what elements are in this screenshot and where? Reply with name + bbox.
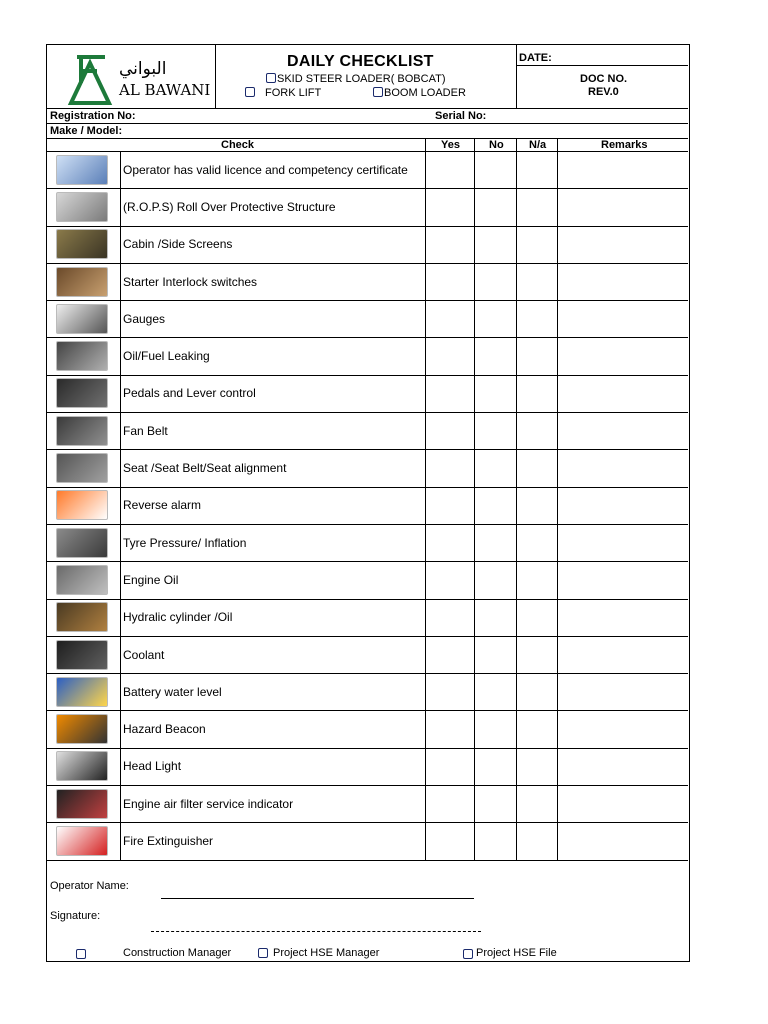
yes-cell[interactable] bbox=[425, 673, 474, 710]
no-cell[interactable] bbox=[474, 449, 516, 486]
table-row bbox=[47, 599, 688, 637]
headlight-icon bbox=[56, 751, 108, 781]
na-cell[interactable] bbox=[516, 599, 557, 636]
battery-icon bbox=[56, 677, 108, 707]
recipient-project-hse-manager-checkbox[interactable] bbox=[258, 948, 268, 958]
serial-label: Serial No: bbox=[435, 110, 487, 122]
column-header-remarks: Remarks bbox=[601, 139, 648, 151]
na-cell[interactable] bbox=[516, 822, 557, 859]
checklist-item-label: Hydralic cylinder /Oil bbox=[123, 610, 233, 625]
yes-cell[interactable] bbox=[425, 822, 474, 859]
table-row bbox=[47, 822, 688, 860]
option-fork-lift-label: FORK LIFT bbox=[265, 87, 322, 99]
rev-label: REV.0 bbox=[588, 86, 619, 98]
table-row bbox=[47, 188, 688, 226]
yes-cell[interactable] bbox=[425, 151, 474, 188]
company-logo bbox=[67, 53, 217, 105]
remarks-cell[interactable] bbox=[557, 338, 688, 375]
no-cell[interactable] bbox=[474, 338, 516, 375]
remarks-cell[interactable] bbox=[557, 561, 688, 598]
na-cell[interactable] bbox=[516, 711, 557, 748]
gauge-icon bbox=[56, 304, 108, 334]
table-row bbox=[47, 561, 688, 599]
signature-label: Signature: bbox=[50, 910, 101, 922]
make-model-label: Make / Model: bbox=[50, 125, 123, 137]
na-cell[interactable] bbox=[516, 561, 557, 598]
recipient-construction-manager-checkbox[interactable] bbox=[76, 949, 86, 959]
tyre-icon bbox=[56, 528, 108, 558]
recipient-project-hse-file-label: Project HSE File bbox=[476, 947, 557, 959]
checklist-item-label: Hazard Beacon bbox=[123, 722, 206, 737]
remarks-cell[interactable] bbox=[557, 487, 688, 524]
yes-cell[interactable] bbox=[425, 263, 474, 300]
coolant-icon bbox=[56, 640, 108, 670]
beacon-icon bbox=[56, 714, 108, 744]
doc-no-label: DOC NO. bbox=[580, 73, 628, 85]
checklist-item-label: Battery water level bbox=[123, 684, 222, 699]
checklist-item-label: Reverse alarm bbox=[123, 498, 202, 513]
remarks-cell[interactable] bbox=[557, 711, 688, 748]
checklist-item-label: Engine Oil bbox=[123, 572, 179, 587]
checklist-item-label: Fire Extinguisher bbox=[123, 834, 214, 849]
table-row bbox=[47, 263, 688, 301]
no-cell[interactable] bbox=[474, 263, 516, 300]
checklist-sheet bbox=[46, 44, 690, 962]
company-name: AL BAWANI bbox=[119, 81, 211, 99]
engine-icon bbox=[56, 565, 108, 595]
no-cell[interactable] bbox=[474, 561, 516, 598]
table-row bbox=[47, 226, 688, 264]
no-cell[interactable] bbox=[474, 785, 516, 822]
remarks-cell[interactable] bbox=[557, 151, 688, 188]
checklist-item-label: Seat /Seat Belt/Seat alignment bbox=[123, 461, 287, 476]
na-cell[interactable] bbox=[516, 524, 557, 561]
na-cell[interactable] bbox=[516, 487, 557, 524]
table-row bbox=[47, 636, 688, 674]
date-label: DATE: bbox=[519, 52, 552, 64]
table-row bbox=[47, 412, 688, 450]
table-row bbox=[47, 524, 688, 562]
remarks-cell[interactable] bbox=[557, 822, 688, 859]
air-filter-icon bbox=[56, 789, 108, 819]
no-cell[interactable] bbox=[474, 412, 516, 449]
remarks-cell[interactable] bbox=[557, 748, 688, 785]
page-title: DAILY CHECKLIST bbox=[287, 53, 434, 70]
no-cell[interactable] bbox=[474, 673, 516, 710]
switch-icon bbox=[56, 267, 108, 297]
checklist-item-label: Oil/Fuel Leaking bbox=[123, 349, 210, 364]
remarks-cell[interactable] bbox=[557, 449, 688, 486]
header-bottom-border bbox=[47, 108, 688, 109]
yes-cell[interactable] bbox=[425, 300, 474, 337]
na-cell[interactable] bbox=[516, 226, 557, 263]
option-fork-lift-checkbox[interactable] bbox=[245, 87, 255, 97]
make-row-border bbox=[47, 138, 688, 139]
remarks-cell[interactable] bbox=[557, 599, 688, 636]
remarks-cell[interactable] bbox=[557, 412, 688, 449]
logo-mark-icon bbox=[67, 53, 113, 105]
option-boom-loader-label: BOOM LOADER bbox=[384, 87, 466, 99]
cylinder-icon bbox=[56, 602, 108, 632]
table-row bbox=[47, 338, 688, 376]
no-cell[interactable] bbox=[474, 188, 516, 225]
table-row bbox=[47, 748, 688, 786]
no-cell[interactable] bbox=[474, 822, 516, 859]
yes-cell[interactable] bbox=[425, 748, 474, 785]
no-cell[interactable] bbox=[474, 636, 516, 673]
remarks-cell[interactable] bbox=[557, 524, 688, 561]
table-row bbox=[47, 300, 688, 338]
table-row bbox=[47, 487, 688, 525]
remarks-cell[interactable] bbox=[557, 673, 688, 710]
yes-cell[interactable] bbox=[425, 785, 474, 822]
seat-belt-icon bbox=[56, 453, 108, 483]
checklist-item-label: (R.O.P.S) Roll Over Protective Structure bbox=[123, 199, 336, 214]
column-header-yes: Yes bbox=[441, 139, 460, 151]
header-divider-left bbox=[215, 45, 216, 108]
yes-cell[interactable] bbox=[425, 636, 474, 673]
checklist-item-label: Operator has valid licence and competency certificate bbox=[123, 162, 408, 177]
na-cell[interactable] bbox=[516, 338, 557, 375]
signature-line[interactable] bbox=[151, 931, 481, 932]
checklist-item-label: Starter Interlock switches bbox=[123, 274, 258, 289]
na-cell[interactable] bbox=[516, 673, 557, 710]
registration-label: Registration No: bbox=[50, 110, 136, 122]
column-header-check: Check bbox=[221, 139, 255, 151]
na-cell[interactable] bbox=[516, 300, 557, 337]
yes-cell[interactable] bbox=[425, 524, 474, 561]
checklist-item-label: Fan Belt bbox=[123, 423, 168, 438]
remarks-cell[interactable] bbox=[557, 226, 688, 263]
recipient-construction-manager-label: Construction Manager bbox=[123, 947, 232, 959]
no-cell[interactable] bbox=[474, 599, 516, 636]
yes-cell[interactable] bbox=[425, 561, 474, 598]
checklist-item-label: Tyre Pressure/ Inflation bbox=[123, 535, 247, 550]
no-cell[interactable] bbox=[474, 375, 516, 412]
remarks-cell[interactable] bbox=[557, 188, 688, 225]
yes-cell[interactable] bbox=[425, 188, 474, 225]
yes-cell[interactable] bbox=[425, 375, 474, 412]
remarks-cell[interactable] bbox=[557, 785, 688, 822]
remarks-cell[interactable] bbox=[557, 636, 688, 673]
yes-cell[interactable] bbox=[425, 599, 474, 636]
remarks-cell[interactable] bbox=[557, 375, 688, 412]
checklist-item-label: Gauges bbox=[123, 311, 166, 326]
no-cell[interactable] bbox=[474, 151, 516, 188]
remarks-cell[interactable] bbox=[557, 300, 688, 337]
extinguisher-icon bbox=[56, 826, 108, 856]
table-row bbox=[47, 711, 688, 749]
leak-icon bbox=[56, 341, 108, 371]
table-row bbox=[47, 449, 688, 487]
no-cell[interactable] bbox=[474, 748, 516, 785]
checklist-item-label: Engine air filter service indicator bbox=[123, 796, 294, 811]
operator-name-label: Operator Name: bbox=[50, 880, 129, 892]
table-row bbox=[47, 375, 688, 413]
checklist-item-label: Head Light bbox=[123, 759, 182, 774]
operator-name-line[interactable] bbox=[161, 898, 474, 899]
no-cell[interactable] bbox=[474, 300, 516, 337]
table-row bbox=[47, 673, 688, 711]
checklist-item-label: Pedals and Lever control bbox=[123, 386, 256, 401]
na-cell[interactable] bbox=[516, 785, 557, 822]
column-header-na: N/a bbox=[529, 139, 547, 151]
yes-cell[interactable] bbox=[425, 711, 474, 748]
rops-cabin-icon bbox=[56, 192, 108, 222]
na-cell[interactable] bbox=[516, 263, 557, 300]
table-row bbox=[47, 785, 688, 823]
column-header-no: No bbox=[489, 139, 504, 151]
yes-cell[interactable] bbox=[425, 449, 474, 486]
header-divider-right bbox=[516, 45, 517, 108]
checklist-item-label: Cabin /Side Screens bbox=[123, 237, 233, 252]
na-cell[interactable] bbox=[516, 636, 557, 673]
company-name-arabic: البواني bbox=[119, 59, 167, 79]
no-cell[interactable] bbox=[474, 487, 516, 524]
yes-cell[interactable] bbox=[425, 338, 474, 375]
no-cell[interactable] bbox=[474, 226, 516, 263]
cabin-icon bbox=[56, 229, 108, 259]
recipient-project-hse-manager-label: Project HSE Manager bbox=[273, 947, 380, 959]
table-row bbox=[47, 151, 688, 189]
no-cell[interactable] bbox=[474, 711, 516, 748]
yes-cell[interactable] bbox=[425, 412, 474, 449]
na-cell[interactable] bbox=[516, 188, 557, 225]
registration-row-border bbox=[47, 123, 688, 124]
na-cell[interactable] bbox=[516, 449, 557, 486]
fan-belt-icon bbox=[56, 416, 108, 446]
no-cell[interactable] bbox=[474, 524, 516, 561]
na-cell[interactable] bbox=[516, 151, 557, 188]
pedal-icon bbox=[56, 378, 108, 408]
recipient-project-hse-file-checkbox[interactable] bbox=[463, 949, 473, 959]
remarks-cell[interactable] bbox=[557, 263, 688, 300]
certificate-icon bbox=[56, 155, 108, 185]
option-skid-steer-checkbox[interactable] bbox=[266, 73, 276, 83]
date-divider bbox=[516, 65, 688, 66]
option-skid-steer-label: SKID STEER LOADER( BOBCAT) bbox=[277, 73, 446, 85]
yes-cell[interactable] bbox=[425, 226, 474, 263]
na-cell[interactable] bbox=[516, 412, 557, 449]
na-cell[interactable] bbox=[516, 375, 557, 412]
yes-cell[interactable] bbox=[425, 487, 474, 524]
na-cell[interactable] bbox=[516, 748, 557, 785]
option-boom-loader-checkbox[interactable] bbox=[373, 87, 383, 97]
checklist-item-label: Coolant bbox=[123, 647, 165, 662]
alarm-icon bbox=[56, 490, 108, 520]
